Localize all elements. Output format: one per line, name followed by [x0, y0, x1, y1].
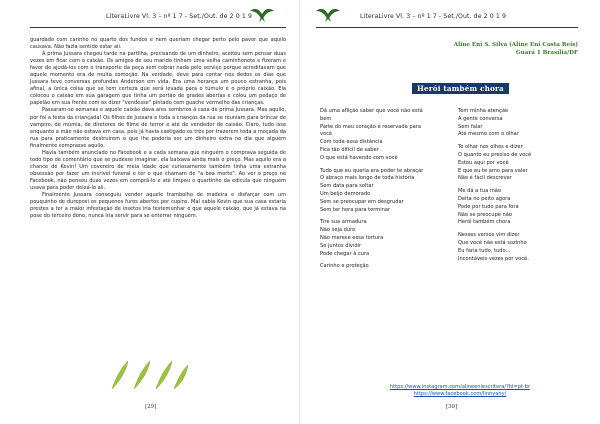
- poem-line: Parte do meu coração é reservada para: [320, 123, 421, 130]
- poem-line: Dá uma aflição saber que você não está: [320, 108, 423, 114]
- poem-line: Não merece essa tortura: [320, 234, 384, 241]
- poem-line: Não é fácil descrever: [458, 175, 512, 182]
- author-place: Guará 1 Brasília/DF: [515, 50, 578, 56]
- poem-line: Tudo que eu queria era poder te abraçar: [320, 167, 424, 174]
- poem-line: Não seja duro: [320, 227, 356, 234]
- poem-line: Pode chegar à cura: [320, 250, 370, 257]
- bird-logo-icon: [314, 5, 342, 27]
- facebook-link[interactable]: https://www.facebook.com/linnyany/: [413, 391, 507, 398]
- poem-line: Nesses versos vim dizer: [458, 232, 520, 239]
- right-header: [314, 6, 576, 26]
- poem-line: Sem se preocupar em desgrudar: [320, 198, 404, 205]
- right-header-rule: [316, 27, 578, 28]
- poem-line: Fica tão difícil de saber: [320, 146, 379, 153]
- poem-line: Tire sua armadura: [320, 219, 367, 226]
- poem-line: Tem minha atenção: [458, 108, 509, 114]
- prose-paragraph: guardado com carinho no quarto dos fundos e nem queriam chegar perto pelo pavor que aquilo causava. Não fazia sentido estar ali.: [30, 37, 286, 51]
- poem-line: E que eu te amo para valer: [458, 167, 528, 174]
- poem-line: Pode por tudo para fora: [458, 203, 519, 210]
- poem-line: Te olhar nos olhos e dizer: [458, 144, 523, 151]
- poem-line: Até mesmo com o olhar: [458, 131, 519, 138]
- author-block: [454, 41, 578, 57]
- poem-line: Me dá a tua mão: [458, 188, 502, 195]
- bird-logo-icon: [248, 5, 276, 27]
- poem-column-right: [458, 108, 584, 263]
- feather-leaves-icon: [108, 357, 192, 395]
- prose-paragraph: Havia também anunciado no Facebook e a cada semana que ninguém o comprava seguida de todo tipo de comentário que se pudesse imaginar, ela baixava ainda mais o preço. Mas aquilo era a chance de Kevin! Um covereiro de meia idade que curiosamente também tinha uma estranha obsessão por fazer um incrível funeral e ter o que chamam de "a boa morte". Ao ver o preço no Facebook, não pensou duas vezes em comprá-lo e até limpou o quartinho da edícula que ninguém usava para poder deixá-lo ali.: [30, 149, 286, 191]
- poem-line: Um beijo demorado: [320, 190, 371, 197]
- left-header-rule: [30, 27, 286, 28]
- left-header: [30, 6, 288, 26]
- right-page-number: [30]: [446, 404, 458, 410]
- poem-line: Se juntos dividir: [320, 242, 362, 249]
- poem-column-left: [320, 108, 448, 271]
- prose-paragraph: Passaram-se semanas e aquele caixão dava ares sombrios à casa de prima Jussara. Mas aquilo, por foi a festa da criançada! Os filhos de Jussara e toda a crianças da rua se reuniam para brincar de vampiro, de múmia, de diretores de filme de terror e até de vendedor de caixão. Claro, tudo isso enquanto a mãe não estava em casa, pois já havia castigado os três por trazerem toda a moçada da rua para praticamente destruírem o que lhe poderia ser um dinheiro extra no dia que alguém finalmente comprasse aquilo.: [30, 107, 286, 149]
- poem-line: Sem falar: [458, 123, 483, 130]
- poem-line: Que você não está sozinho: [458, 239, 527, 246]
- poem-line: Deita no peito agora: [458, 195, 511, 202]
- poem-line: Sem ter hora para terminar: [320, 206, 391, 213]
- left-page-number: [29]: [145, 404, 157, 410]
- poem-line: Incontáveis vezes por você.: [458, 255, 529, 262]
- right-header-text: LiteraLivre Vl. 3 – nº 1 7 - Set./Out. de 2 0 1 9: [360, 12, 507, 20]
- poem-line: A gente conversa: [458, 115, 503, 122]
- prose-paragraph: Finalmente Jussara conseguiu vender aquele trambolho de madeira e disfarçar com um pouquinho de durepoxi os pequenos furos abertos por cupins. Mal sabia Kevin que sua casa estaria prestes a ter a maior infestação de insetos iria testemunhar e que aquele caixão, que já estava na pose do terceiro dono, nunca iria servir para se enterrar ninguém.: [30, 192, 286, 220]
- poem-line: Com toda essa distância: [320, 139, 383, 146]
- poem-line: Herói também chora: [458, 219, 511, 226]
- poem-line: Sem data para soltar: [320, 183, 374, 190]
- poem-line: Estou aqui por você: [458, 159, 509, 166]
- left-prose: [30, 37, 286, 220]
- prose-paragraph: A prima Jussara chegou tarde na partilha, precisando de um dinheiro, aceitou sem pensar duas vezes em ficar com o caixão. Os amigos de seu marido tinham uma velha caminhonete e fizeram o favor de ajudá-los com o transporte da peça sem cobrar nada pelo serviço porque acreditavam que aquele momento era de muita comoção. Na verdade, deve para contar nos dedos os dias que Jussara teve conversas profundas Anderson em vida. Era uma herança um pouco estranha, pois afinal, a única coisa que se tem certeza que será levada para o túmulo é o próprio caixão. Ela colocou o caixão em sua garagem que tinha um portão de grades abertas e colou um pedaço de papelão em sua frente com os dizer "vendesse" pintado com guache vermelho das crianças.: [30, 51, 286, 107]
- poem-line: O quanto eu preciso de você: [458, 151, 532, 158]
- poem-title: Herói também chora: [412, 83, 509, 94]
- poem-line: bem: [320, 115, 332, 122]
- poem-line: Carinho e proteção: [320, 263, 369, 270]
- poem-line: você: [320, 131, 333, 138]
- author-links: [340, 384, 580, 399]
- poem-line: Eu faria tudo, tudo...: [458, 247, 511, 254]
- poem-line: O abraço mais longo de toda história: [320, 175, 415, 182]
- poem-line: Não se preocupe não: [458, 211, 513, 218]
- left-header-text: LiteraLivre Vl. 3 – nº 1 7 - Set./Out. de 2 0 1 9: [105, 12, 252, 20]
- poem-line: O que está havendo com você: [320, 154, 398, 161]
- instagram-link[interactable]: https://www.instagram.com/alineeniescritora/?hl=pt-br: [389, 384, 531, 390]
- right-page: [300, 0, 600, 424]
- author-name: Aline Eni S. Silva (Aline Eni Costa Reis): [453, 42, 578, 48]
